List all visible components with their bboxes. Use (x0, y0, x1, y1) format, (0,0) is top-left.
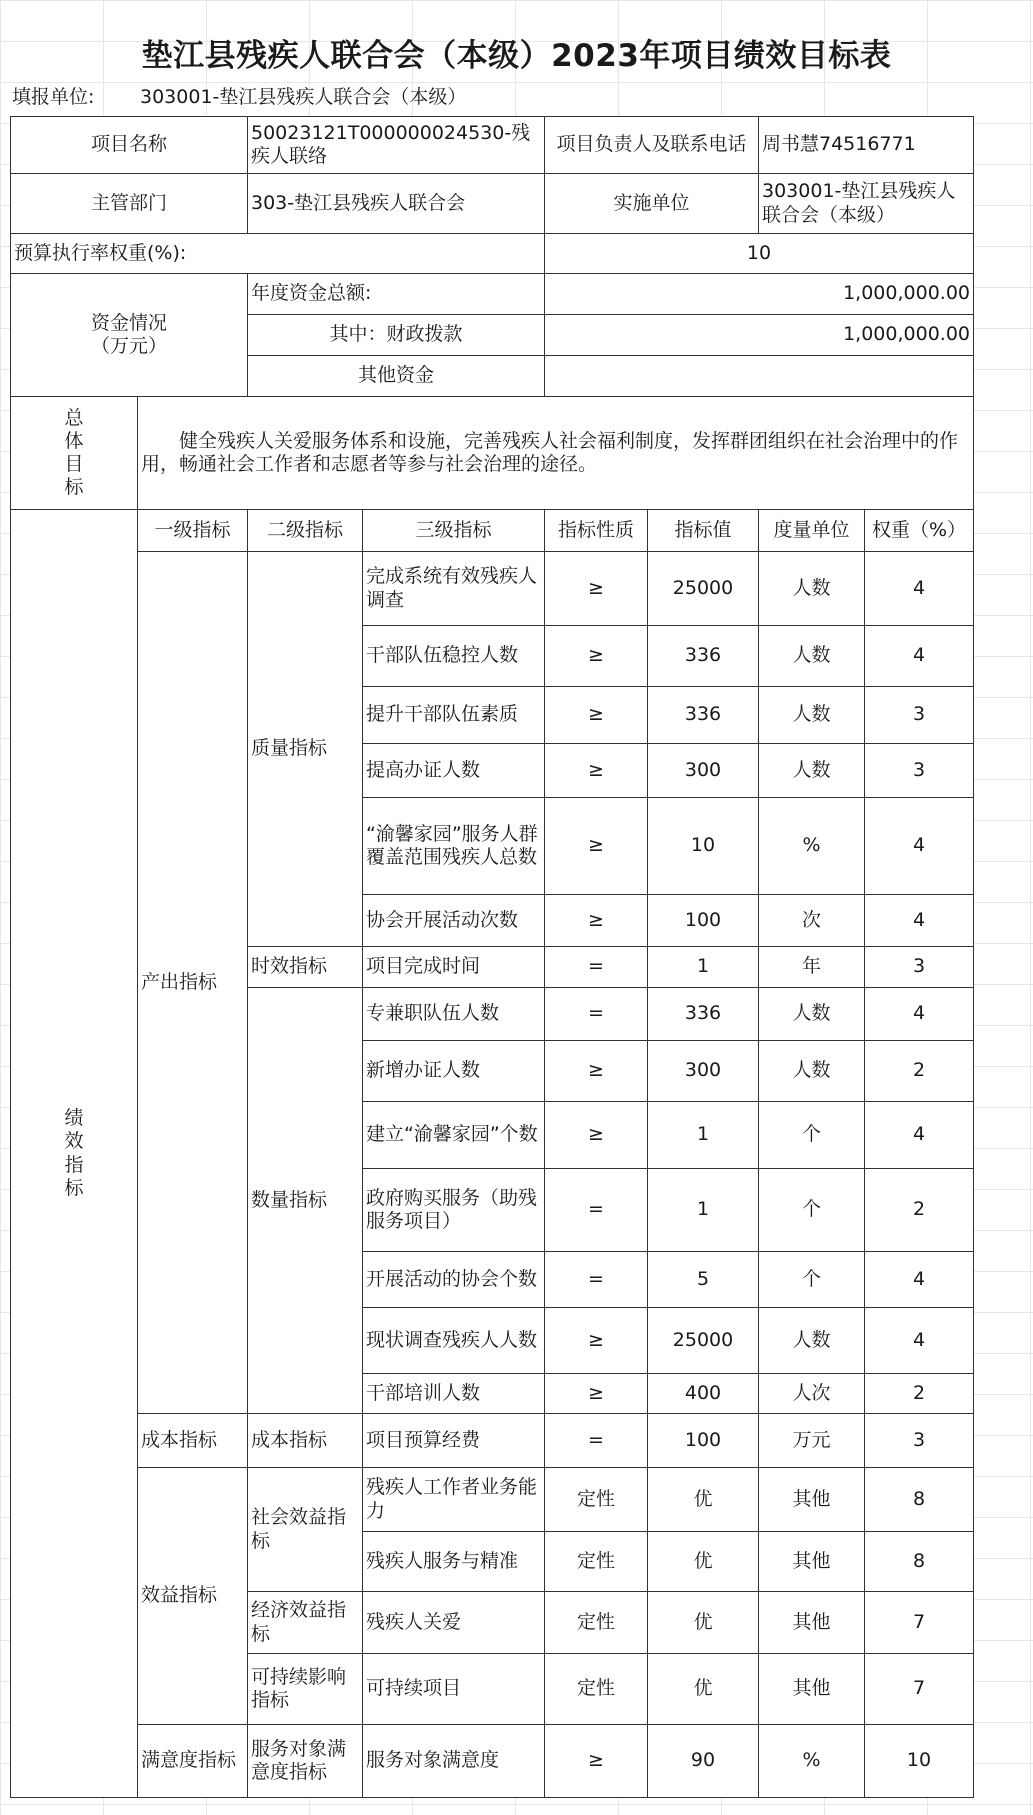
funds-label-text: 资金情况（万元） (90, 311, 167, 357)
indicator-nature: 定性 (545, 1592, 648, 1654)
indicator-value: 优 (648, 1654, 759, 1725)
page-title: 垫江县残疾人联合会（本级）2023年项目绩效目标表 (141, 38, 892, 74)
indicator-value: 90 (648, 1725, 759, 1798)
funds-fiscal-value: 1,000,000.00 (545, 315, 974, 356)
indicator-name: 新增办证人数 (363, 1041, 545, 1102)
funds-total-value: 1,000,000.00 (545, 274, 974, 315)
group-economic: 经济效益指标 (248, 1592, 363, 1654)
indicator-weight: 4 (865, 552, 974, 626)
indicator-name: 项目完成时间 (363, 947, 545, 988)
indicator-weight: 3 (865, 947, 974, 988)
indicator-value: 5 (648, 1252, 759, 1308)
indicator-value: 1 (648, 1169, 759, 1252)
indicator-weight: 4 (865, 1252, 974, 1308)
indicator-unit: 人数 (759, 552, 865, 626)
indicator-nature: ≥ (545, 552, 648, 626)
table-row (11, 552, 974, 626)
indicator-nature: 定性 (545, 1532, 648, 1592)
goal-label (11, 397, 138, 510)
indicator-name: 干部队伍稳控人数 (363, 626, 545, 687)
indicator-name: 现状调查残疾人人数 (363, 1308, 545, 1374)
indicator-name: 建立“渝馨家园”个数 (363, 1102, 545, 1169)
group-output: 产出指标 (138, 552, 248, 1414)
header-nature: 指标性质 (545, 510, 648, 552)
indicator-nature: ≥ (545, 895, 648, 947)
indicator-weight: 4 (865, 895, 974, 947)
indicator-name: 完成系统有效残疾人调查 (363, 552, 545, 626)
funds-total-label: 年度资金总额: (248, 274, 545, 315)
indicator-unit: 人数 (759, 1308, 865, 1374)
impl-label: 实施单位 (545, 174, 759, 234)
indicator-weight: 3 (865, 744, 974, 798)
goal-text: 健全残疾人关爱服务体系和设施，完善残疾人社会福利制度，发挥群团组织在社会治理中的作用，畅通社会工作者和志愿者等参与社会治理的途径。 (138, 397, 974, 510)
goal-label-text: 总体目标 (64, 406, 84, 499)
indicator-value: 300 (648, 744, 759, 798)
group-social: 社会效益指标 (248, 1468, 363, 1592)
header-value: 指标值 (648, 510, 759, 552)
indicator-header-row (11, 510, 974, 552)
indicator-name: 残疾人工作者业务能力 (363, 1468, 545, 1532)
group-timeliness: 时效指标 (248, 947, 363, 988)
indicator-nature: = (545, 988, 648, 1041)
group-cost-level1: 成本指标 (138, 1414, 248, 1468)
indicator-weight: 2 (865, 1169, 974, 1252)
budget-rate-value: 10 (545, 234, 974, 274)
indicator-nature: ≥ (545, 744, 648, 798)
indicator-weight: 4 (865, 988, 974, 1041)
indicator-name: 残疾人服务与精准 (363, 1532, 545, 1592)
impl-value: 303001-垫江县残疾人联合会（本级） (759, 174, 974, 234)
funds-fiscal-label: 其中：财政拨款 (248, 315, 545, 356)
funds-total-row (11, 274, 974, 315)
indicator-weight: 4 (865, 1102, 974, 1169)
indicator-name: 专兼职队伍人数 (363, 988, 545, 1041)
indicator-value: 10 (648, 798, 759, 895)
indicator-nature: = (545, 947, 648, 988)
group-quantity: 数量指标 (248, 988, 363, 1414)
indicator-unit: 人数 (759, 626, 865, 687)
indicator-name: 协会开展活动次数 (363, 895, 545, 947)
indicator-nature: ≥ (545, 1725, 648, 1798)
indicator-nature: ≥ (545, 687, 648, 744)
fill-unit-value: 303001-垫江县残疾人联合会（本级） (140, 86, 467, 108)
project-name-value: 50023121T000000024530-残疾人联络 (248, 117, 545, 174)
indicator-name: 提高办证人数 (363, 744, 545, 798)
indicator-weight: 4 (865, 798, 974, 895)
indicator-weight: 4 (865, 626, 974, 687)
project-name-label: 项目名称 (11, 117, 248, 174)
group-quality: 质量指标 (248, 552, 363, 947)
indicator-value: 300 (648, 1041, 759, 1102)
indicator-unit: % (759, 798, 865, 895)
indicator-value: 1 (648, 1102, 759, 1169)
indicator-unit: 年 (759, 947, 865, 988)
indicator-unit: 个 (759, 1252, 865, 1308)
indicator-weight: 7 (865, 1592, 974, 1654)
indicator-value: 100 (648, 895, 759, 947)
indicator-weight: 8 (865, 1532, 974, 1592)
indicator-unit: 人次 (759, 1374, 865, 1414)
indicator-value: 25000 (648, 1308, 759, 1374)
indicator-value: 优 (648, 1532, 759, 1592)
group-cost-level2: 成本指标 (248, 1414, 363, 1468)
indicator-unit: 万元 (759, 1414, 865, 1468)
indicator-value: 336 (648, 626, 759, 687)
indicator-value: 25000 (648, 552, 759, 626)
indicator-unit: 人数 (759, 687, 865, 744)
project-name-row (11, 117, 974, 174)
indicator-value: 1 (648, 947, 759, 988)
header-weight: 权重（%） (865, 510, 974, 552)
perf-label-text: 绩效指标 (64, 1107, 84, 1199)
indicator-name: 政府购买服务（助残服务项目） (363, 1169, 545, 1252)
indicator-nature: ≥ (545, 626, 648, 687)
group-sustainable: 可持续影响指标 (248, 1654, 363, 1725)
indicator-value: 优 (648, 1592, 759, 1654)
group-satisfaction-level1: 满意度指标 (138, 1725, 248, 1798)
indicator-name: “渝馨家园”服务人群覆盖范围残疾人总数 (363, 798, 545, 895)
table-row (11, 1414, 974, 1468)
indicator-name: 项目预算经费 (363, 1414, 545, 1468)
indicator-nature: 定性 (545, 1654, 648, 1725)
indicator-value: 336 (648, 988, 759, 1041)
funds-label (11, 274, 248, 397)
indicator-nature: ≥ (545, 1102, 648, 1169)
table-row (11, 1725, 974, 1798)
header-level1: 一级指标 (138, 510, 248, 552)
indicator-weight: 10 (865, 1725, 974, 1798)
indicator-unit: 其他 (759, 1532, 865, 1592)
group-satisfaction-level2: 服务对象满意度指标 (248, 1725, 363, 1798)
indicator-unit: 其他 (759, 1654, 865, 1725)
funds-other-value (545, 356, 974, 397)
budget-rate-label: 预算执行率权重(%): (11, 234, 545, 274)
indicator-nature: = (545, 1169, 648, 1252)
indicator-unit: 人数 (759, 988, 865, 1041)
indicator-nature: 定性 (545, 1468, 648, 1532)
dept-value: 303-垫江县残疾人联合会 (248, 174, 545, 234)
group-benefit: 效益指标 (138, 1468, 248, 1725)
indicator-unit: 个 (759, 1169, 865, 1252)
indicator-nature: ≥ (545, 1308, 648, 1374)
indicator-unit: 人数 (759, 744, 865, 798)
indicator-nature: ≥ (545, 1374, 648, 1414)
indicator-unit: 次 (759, 895, 865, 947)
indicator-name: 提升干部队伍素质 (363, 687, 545, 744)
dept-label: 主管部门 (11, 174, 248, 234)
indicator-unit: 个 (759, 1102, 865, 1169)
indicator-name: 可持续项目 (363, 1654, 545, 1725)
indicator-unit: 人数 (759, 1041, 865, 1102)
indicator-unit: % (759, 1725, 865, 1798)
indicator-value: 400 (648, 1374, 759, 1414)
indicator-name: 服务对象满意度 (363, 1725, 545, 1798)
indicator-unit: 其他 (759, 1592, 865, 1654)
department-row (11, 174, 974, 234)
indicator-nature: ≥ (545, 798, 648, 895)
header-level3: 三级指标 (363, 510, 545, 552)
indicator-weight: 3 (865, 1414, 974, 1468)
indicator-name: 干部培训人数 (363, 1374, 545, 1414)
indicator-nature: = (545, 1414, 648, 1468)
indicator-value: 100 (648, 1414, 759, 1468)
project-leader-label: 项目负责人及联系电话 (545, 117, 759, 174)
indicator-weight: 2 (865, 1041, 974, 1102)
indicator-weight: 4 (865, 1308, 974, 1374)
performance-table (10, 116, 974, 1798)
indicator-weight: 8 (865, 1468, 974, 1532)
budget-rate-row (11, 234, 974, 274)
fill-unit-label: 填报单位: (12, 86, 95, 108)
indicator-weight: 7 (865, 1654, 974, 1725)
funds-other-label: 其他资金 (248, 356, 545, 397)
indicator-weight: 3 (865, 687, 974, 744)
indicator-name: 开展活动的协会个数 (363, 1252, 545, 1308)
indicator-value: 336 (648, 687, 759, 744)
project-leader-value: 周书慧74516771 (759, 117, 974, 174)
indicator-nature: = (545, 1252, 648, 1308)
table-row (11, 1468, 974, 1532)
header-unit: 度量单位 (759, 510, 865, 552)
indicator-nature: ≥ (545, 1041, 648, 1102)
indicator-name: 残疾人关爱 (363, 1592, 545, 1654)
header-level2: 二级指标 (248, 510, 363, 552)
indicator-weight: 2 (865, 1374, 974, 1414)
indicator-unit: 其他 (759, 1468, 865, 1532)
indicator-value: 优 (648, 1468, 759, 1532)
perf-label (11, 510, 138, 1798)
goal-row (11, 397, 974, 510)
